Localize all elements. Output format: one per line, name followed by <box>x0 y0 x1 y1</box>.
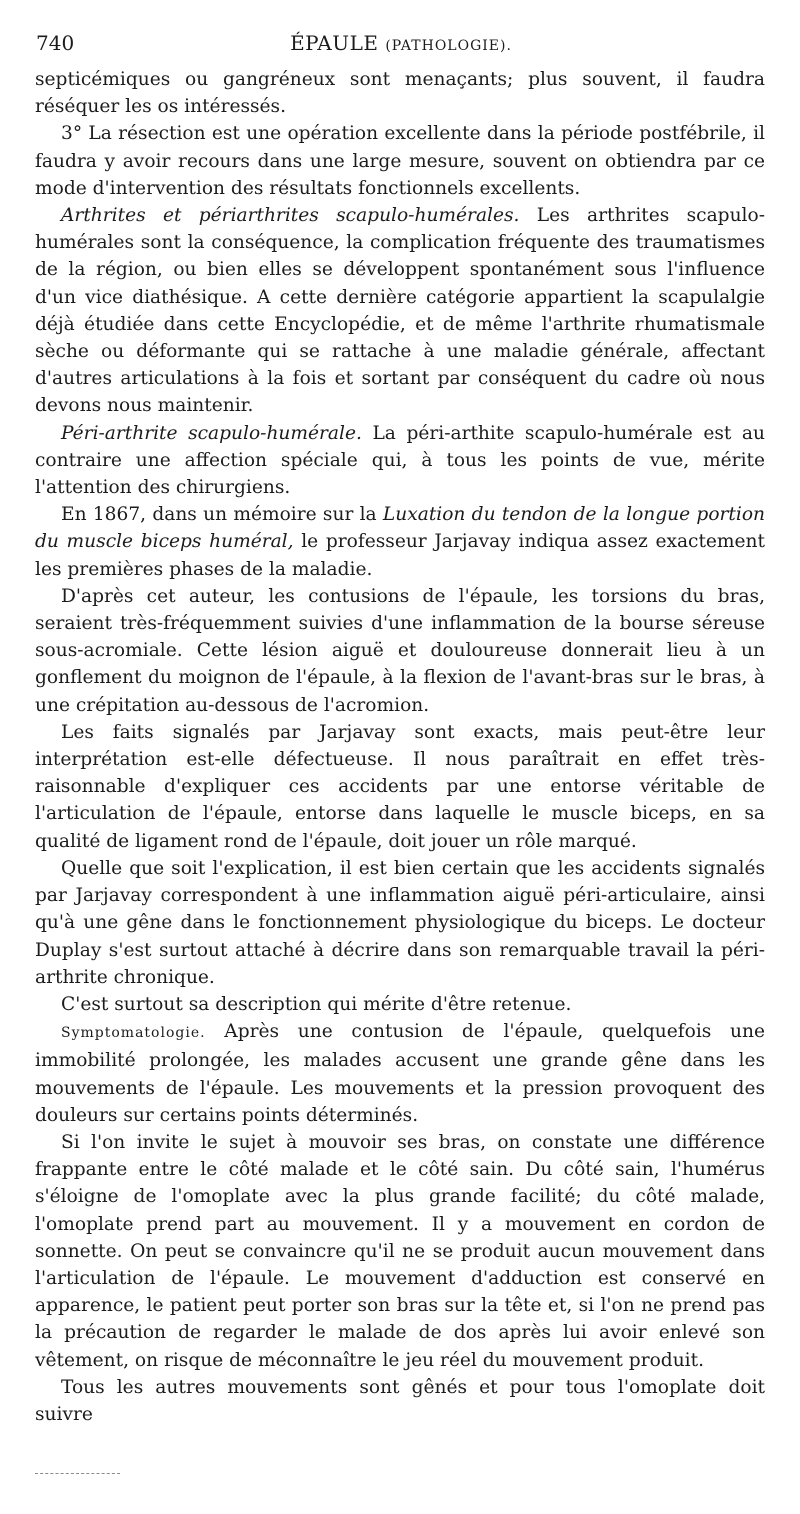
running-title <box>36 30 766 59</box>
paragraph-description: C'est surtout sa description qui mérite d'être retenue. <box>61 993 572 1015</box>
section-heading-arthrites: Arthrites et périarthrites scapulo-humérales. <box>61 205 520 227</box>
paragraph-continuation: septicémiques ou gangréneux sont menaçants; plus souvent, il faudra réséquer les os intéressés. <box>35 69 765 118</box>
page-number: 740 <box>36 31 75 55</box>
paragraph-arthrites: Arthrites et périarthrites scapulo-humérales. Les arthrites scapulo-humérales sont la conséquence, la complication fréquente des traumatismes de la région, ou bien elles se développent spontanément sous l'influence d'un vice diathésique. A cette dernière catégorie appartient la scapulalgie déjà étudiée dans cette Encyclopédie, et de même l'arthrite rhumatismale sèche ou déformante qui se rattache à une maladie générale, affectant d'autres articulations à la fois et sortant par conséquent du cadre où nous devons nous maintenir. <box>35 205 765 417</box>
paragraph-jarjavay-1867: En 1867, dans un mémoire sur la Luxation du tendon de la longue portion du muscle biceps huméral, le professeur Jarjavay indiqua assez exactement les premières phases de la maladie. <box>35 504 766 580</box>
running-title-main: ÉPAULE <box>290 31 379 55</box>
section-heading-symptomatologie: Symptomatologie. <box>61 1025 206 1042</box>
paragraph-mouvement: Si l'on invite le sujet à mouvoir ses bras, on constate une différence frappante entre le côté malade et le côté sain. Du côté sain, l'humérus s'éloigne de l'omoplate avec la plus grande facilité; du côté malade, l'omoplate prend part au mouvement. Il y a mouvement en cordon de sonnette. On peut se convaincre qu'il ne se produit aucun mouvement dans l'articulation de l'épaule. Le mouvement d'adduction est conservé en apparence, le patient peut porter son bras sur la tête et, si l'on ne prend pas la précaution de regarder le malade de dos après lui avoir enlevé son vêtement, on risque de méconnaître le jeu réel du mouvement produit. <box>35 1131 765 1371</box>
running-title-subtitle: (PATHOLOGIE). <box>385 38 512 54</box>
running-header <box>36 30 766 56</box>
section-heading-periarthrite: Péri-arthrite scapulo-humérale. <box>61 422 362 444</box>
paragraph-periarthrite: Péri-arthrite scapulo-humérale. La péri-arthite scapulo-humérale est au contraire une affection spéciale qui, à tous les points de vue, mérite l'attention des chirurgiens. <box>35 422 765 499</box>
footer-rule <box>35 1473 120 1474</box>
paragraph-explication: Quelle que soit l'explication, il est bien certain que les accidents signalés par Jarjavay correspondent à une inflammation aiguë péri-articulaire, ainsi qu'à une gêne dans le fonctionnement physiologique du biceps. Le docteur Duplay s'est surtout attaché à décrire dans son remarquable travail la péri-arthrite chronique. <box>35 857 765 988</box>
paragraph-interpretation: Les faits signalés par Jarjavay sont exacts, mais peut-être leur interprétation est-elle défectueuse. Il nous paraîtrait en effet très-raisonnable d'expliquer ces accidents par une entorse véritable de l'articulation de l'épaule, entorse dans laquelle le muscle biceps, en sa qualité de ligament rond de l'épaule, doit jouer un rôle marqué. <box>35 721 765 852</box>
body-text <box>35 66 765 1428</box>
paragraph-resection: 3° La résection est une opération excellente dans la période postfébrile, il faudra y avoir recours dans une large mesure, souvent on obtiendra par ce mode d'intervention des résultats fonctionnels excellents. <box>35 123 765 199</box>
paragraph-contusions: D'après cet auteur, les contusions de l'épaule, les torsions du bras, seraient très-fréquemment suivies d'une inflammation de la bourse séreuse sous-acromiale. Cette lésion aiguë et douloureuse donnerait lieu à un gonflement du moignon de l'épaule, à la flexion de l'avant-bras sur le bras, à une crépitation au-dessous de l'acromion. <box>35 585 765 716</box>
memoir-title: Luxation du tendon de la longue portion du muscle biceps huméral, <box>35 504 765 553</box>
paragraph-symptomatologie: Symptomatologie. Après une contusion de l'épaule, quelquefois une immobilité prolongée, les malades accusent une grande gêne dans les mouvements de l'épaule. Les mouvements et la pression provoquent des douleurs sur certains points déterminés. <box>35 1021 765 1126</box>
paragraph-final: Tous les autres mouvements sont gênés et pour tous l'omoplate doit suivre <box>35 1376 765 1425</box>
